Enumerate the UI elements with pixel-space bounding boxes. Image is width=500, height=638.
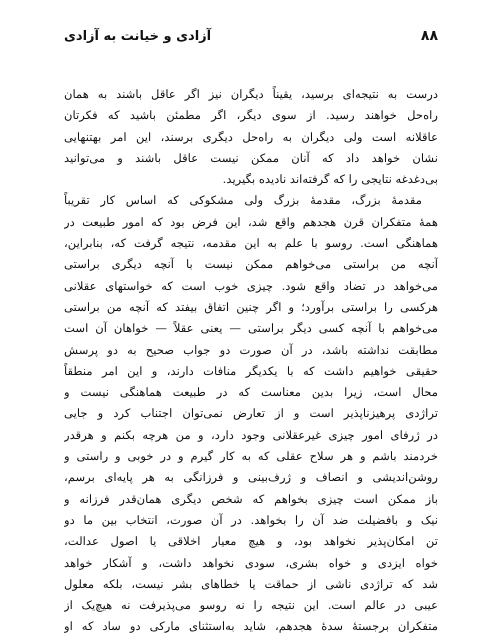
text-line: راه‌حل خواهند رسید. از سوی دیگر، اگر مطمئن باشید که فکرتان <box>64 108 438 123</box>
text-line: شد که تراژدی ناشی از حماقت یا خطاهای بشر نیست، بلکه معلول <box>64 576 438 591</box>
text-line: درست به نتیجه‌ای برسید، یقیناً دیگران نیز اگر عاقل باشند به همان <box>64 87 438 101</box>
text-line: روشن‌اندیشی و انصاف و ژرف‌بینی و فرزانگی به هر پایه‌ای برسم، <box>64 470 438 485</box>
text-line: محال است، زیرا بدین معناست که در طبیعت هماهنگی نیست و <box>64 385 438 400</box>
text-line: تن امکان‌پذیر نخواهد بود، و هیچ معیار اخلاقی یا اصول عدالت، <box>64 534 438 549</box>
text-line: نشان خواهد داد که آنان ممکن نیست عاقل باشند و می‌توانید <box>64 150 438 165</box>
text-line: خواه ایزدی و خواه بشری، سودی نخواهد داشت، و آشکار خواهد <box>64 555 438 570</box>
body-text <box>64 84 438 638</box>
text-line: متفکران برجستهٔ سدهٔ هجدهم، شاید به‌استثنای مارکی دو ساد که او <box>64 619 438 634</box>
text-line: خردمند باشم و هر سلاح عقلی که به کار گیرم و در خوبی و راستی و <box>64 449 438 464</box>
text-line: می‌خواهم با آنچه کسی دیگر براستی — یعنی عقلاً — خواهان آن است <box>64 321 438 336</box>
text-line: تراژدی پرهیزناپذیر است و از تعارض نمی‌توان اجتناب کرد و جایی <box>64 406 438 421</box>
text-line: می‌خواهد در تضاد واقع شود. چیزی خوب است که خواستهای عقلانی <box>64 278 438 293</box>
page-header <box>64 28 438 54</box>
text-line: مقدمهٔ بزرگ، مقدمهٔ بزرگ ولی مشکوکی که اساس کار تقریباً <box>64 193 422 208</box>
text-line: هماهنگی است. روسو با علم به این مقدمه، نتیجه گرفت که، بنابراین، <box>64 236 438 251</box>
text-line: همهٔ متفکران قرن هجدهم واقع شد، این فرض بود که امور طبیعت در <box>64 214 438 229</box>
text-line: مطابقت نداشته باشد، در آن صورت دو جواب صحیح به دو پرسش <box>64 342 438 357</box>
text-line: عاقلانه است ولی دیگران به راه‌حل دیگری برسند، این امر بهتنهایی <box>64 129 438 144</box>
running-title: آزادی و خیانت به آزادی <box>64 29 212 44</box>
text-line: بی‌دغدغه نتایجی را که گرفته‌اند نادیده بگیرید. <box>222 172 438 187</box>
text-line: باز ممکن است چیزی بخواهم که شخص دیگری همان‌قدر فرزانه و <box>64 491 438 506</box>
text-line: آنچه من براستی می‌خواهم ممکن نیست با آنچه دیگری براستی <box>64 257 438 272</box>
text-line: هرکسی را براستی برآورد؛ و اگر چنین اتفاق بیفتد که آنچه من براستی <box>64 299 438 314</box>
text-line: نیک و بافضیلت ضد آن را بخواهد. در آن صورت، انتخاب بین ما دو <box>64 512 438 527</box>
text-line: عیبی در عالم است. این نتیجه را نه روسو می‌پذیرفت نه هیچ‌یک از <box>64 598 438 613</box>
text-line: در ژرفای امور چیزی غیرعقلانی وجود دارد، و من هرچه بکنم و هرقدر <box>64 427 438 442</box>
text-line: حقیقی خواهیم داشت که با یکدیگر منافات دارند، و این امر منطقاً <box>64 363 438 378</box>
paragraph-2 <box>64 190 438 637</box>
paragraph-1 <box>64 84 438 190</box>
page-number: ۸۸ <box>420 28 438 44</box>
